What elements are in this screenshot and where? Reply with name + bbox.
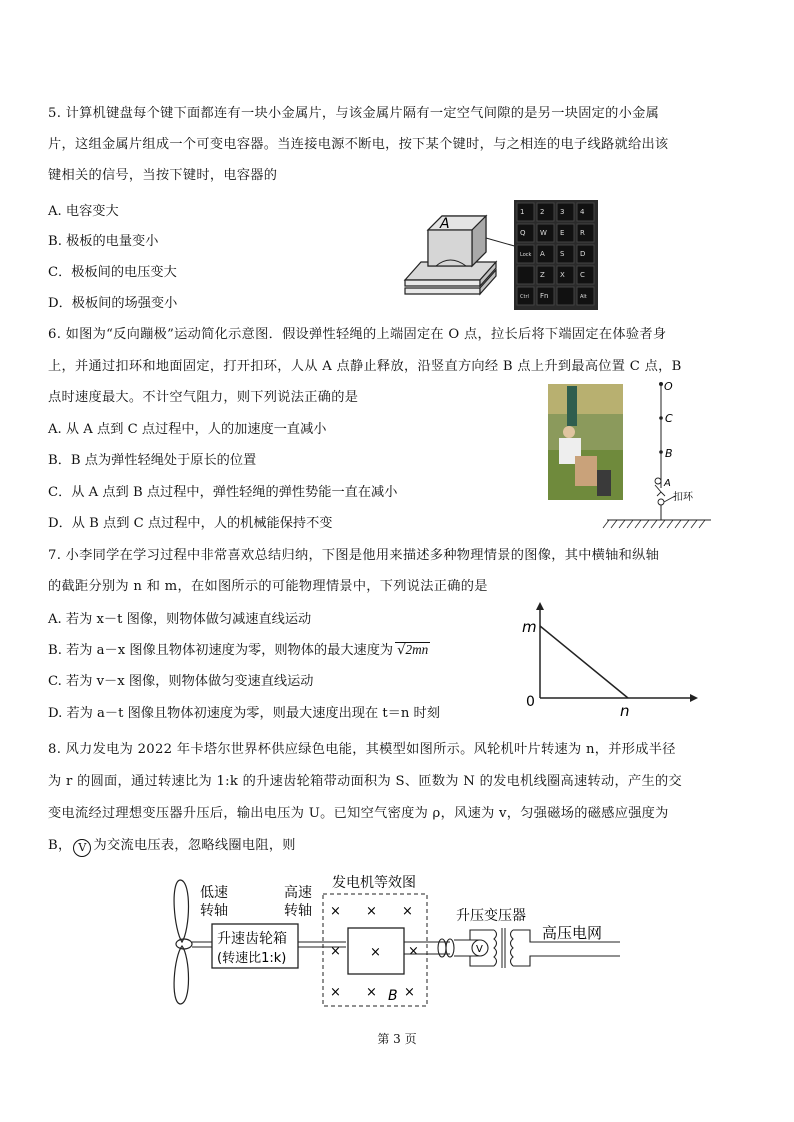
q6-option-c: C．从 A 点到 B 点过程中，弹性轻绳的弹性势能一直在减小 (48, 485, 398, 500)
svg-text:C: C (665, 412, 673, 425)
keyboard-key-label: Z (540, 271, 545, 279)
svg-text:B: B (388, 988, 398, 1004)
keyboard-key-label: Alt (580, 294, 587, 300)
keyboard-key-label: E (560, 229, 565, 237)
q5-option-c: C．极板间的电压变大 (48, 265, 177, 280)
page-number: 第 3 页 (377, 1032, 417, 1046)
svg-text:转轴: 转轴 (200, 903, 228, 919)
voltmeter-symbol: V (73, 839, 91, 857)
q5-line-1: 5. 计算机键盘每个键下面都连有一块小金属片，与该金属片隔有一定空气间隙的是另一块固定的小金属 (48, 106, 660, 121)
q8-line-3: 变电流经过理想变压器升压后，输出电压为 U。已知空气密度为 ρ，风速为 v，匀强磁场的磁感应强度为 (48, 806, 669, 821)
q7-option-d: D. 若为 a－t 图像且物体初速度为零，则最大速度出现在 t＝n 时刻 (48, 706, 440, 721)
keyboard-key-label: R (580, 229, 585, 237)
q6-option-b: B．B 点为弹性轻绳处于原长的位置 (48, 453, 257, 468)
q8-line-1: 8. 风力发电为 2022 年卡塔尔世界杯供应绿色电能，其模型如图所示。风轮机叶片转速为 n，并形成半径 (48, 742, 676, 757)
q5-line-3: 键相关的信号，当按下键时，电容器的 (48, 168, 278, 183)
keyboard-key-label: A (540, 250, 545, 258)
svg-text:×: × (366, 985, 377, 1000)
svg-text:V: V (476, 944, 483, 955)
q8-wind-generator-diagram (160, 870, 630, 1020)
q7-x-intercept-label: n (620, 702, 630, 720)
svg-text:×: × (404, 985, 415, 1000)
q6-bungee-figure (545, 380, 715, 532)
keyboard-key (557, 287, 574, 305)
q5-option-a: A. 电容变大 (48, 204, 119, 219)
q5-option-d: D．极板间的场强变小 (48, 296, 178, 311)
svg-text:O: O (664, 380, 673, 393)
keyboard-key-label: 2 (540, 208, 545, 216)
svg-text:A: A (664, 478, 671, 489)
keyboard-key-label: D (580, 250, 586, 258)
q5-line-2: 片，这组金属片组成一个可变电容器。当连接电源不断电，按下某个键时，与之相连的电子线路就给出该 (48, 137, 669, 152)
q6-line-2: 上，并通过扣环和地面固定，打开扣环，人从 A 点静止释放，沿竖直方向经 B 点上升到最高位置 C 点，B (48, 359, 682, 374)
svg-text:转轴: 转轴 (284, 903, 312, 919)
q7-origin-label: 0 (526, 694, 535, 710)
q5-key-letter: A (440, 216, 450, 232)
svg-text:(转速比1:k): (转速比1:k) (217, 951, 287, 966)
keyboard-key-label: 4 (580, 208, 585, 216)
q6-line-1: 6. 如图为“反向蹦极”运动简化示意图．假设弹性轻绳的上端固定在 O 点，拉长后将下端固定在体验者身 (48, 327, 667, 342)
keyboard-key-label: 1 (520, 208, 525, 216)
q7-option-b: B. 若为 a－x 图像且物体初速度为零，则物体的最大速度为 √2mn (48, 642, 429, 658)
svg-text:升速齿轮箱: 升速齿轮箱 (217, 931, 287, 947)
keyboard-key-label: C (580, 271, 585, 279)
svg-text:×: × (366, 904, 377, 919)
svg-text:发电机等效图: 发电机等效图 (332, 875, 416, 891)
svg-text:×: × (330, 904, 341, 919)
q7-line-1: 7. 小李同学在学习过程中非常喜欢总结归纳，下图是他用来描述多种物理情景的图像，其中横轴和纵轴 (48, 548, 660, 563)
svg-text:×: × (402, 904, 413, 919)
q6-option-a: A. 从 A 点到 C 点过程中，人的加速度一直减小 (48, 422, 327, 437)
q8-line-2: 为 r 的圆面，通过转速比为 1:k 的升速齿轮箱带动面积为 S、匝数为 N 的发电机线圈高速转动，产生的交 (48, 774, 682, 789)
keyboard-key-label: Ctrl (520, 294, 529, 300)
svg-text:×: × (408, 944, 419, 959)
bungee-cord-photo (567, 386, 577, 426)
q7-option-a: A. 若为 x－t 图像，则物体做匀减速直线运动 (48, 612, 312, 627)
svg-text:低速: 低速 (200, 885, 228, 901)
keyboard-key-label: 3 (560, 208, 565, 216)
q7-option-c: C. 若为 v－x 图像，则物体做匀变速直线运动 (48, 674, 314, 689)
keyboard-key (517, 266, 534, 284)
q6-option-d: D．从 B 点到 C 点过程中，人的机械能保持不变 (48, 516, 333, 531)
q7-sqrt-expression: 2mn (405, 642, 429, 657)
keyboard-key-label: Q (520, 229, 526, 237)
keyboard-key-label: S (560, 250, 565, 258)
q6-line-3: 点时速度最大。不计空气阻力，则下列说法正确的是 (48, 390, 359, 405)
keyboard-key-label: W (540, 229, 547, 237)
svg-text:×: × (370, 945, 381, 960)
svg-text:高压电网: 高压电网 (542, 924, 603, 942)
q8-line-4: B， V 为交流电压表，忽略线圈电阻，则 (48, 834, 296, 857)
svg-text:升压变压器: 升压变压器 (456, 908, 526, 924)
keyboard-key-label: Lock (520, 252, 532, 258)
q7-graph (520, 600, 700, 720)
q7-line-2: 的截距分别为 n 和 m，在如图所示的可能物理情景中，下列说法正确的是 (48, 579, 488, 594)
keyboard-key-label: Fn (540, 292, 549, 300)
svg-text:高速: 高速 (284, 885, 312, 901)
svg-text:扣环: 扣环 (673, 492, 693, 503)
q7-y-intercept-label: m (522, 618, 537, 636)
svg-text:×: × (330, 985, 341, 1000)
keyboard-key-label: X (560, 271, 565, 279)
q5-keyboard-figure (400, 196, 600, 314)
q5-option-b: B. 极板的电量变小 (48, 234, 159, 249)
svg-text:×: × (330, 944, 341, 959)
svg-text:B: B (665, 447, 673, 460)
